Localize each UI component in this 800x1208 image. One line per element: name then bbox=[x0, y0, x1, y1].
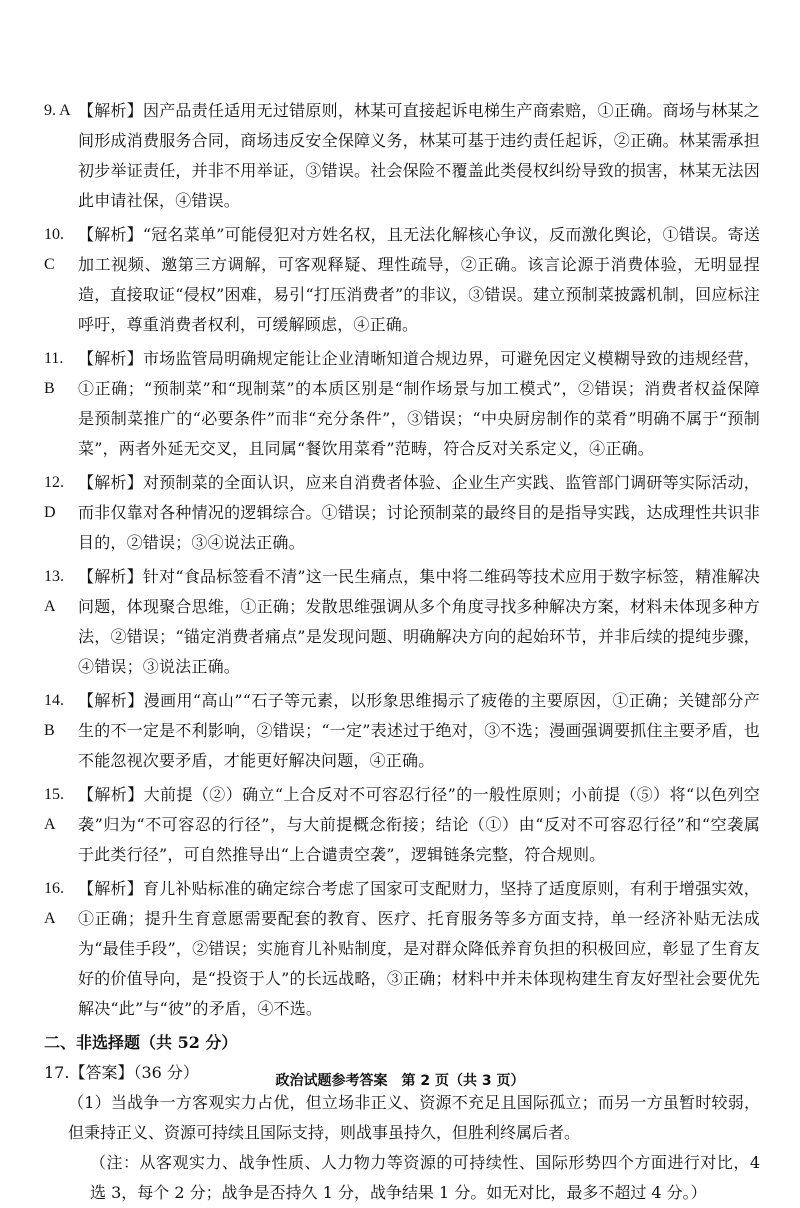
answer-explanation: 【解析】针对“食品标签看不清”这一民生痛点，集中将二维码等技术应用于数字标签，精准解决问题，体现聚合思维，①正确；发散思维强调从多个角度寻找多种解决方案，材料未体现多种方法，②错误；“锚定消费者痛点”是发现问题、明确解决方向的起始环节，并非后续的提纯步骤，④错误；③说法正确。 bbox=[78, 567, 760, 676]
answer-explanation: 【解析】育儿补贴标准的确定综合考虑了国家可支配财力，坚持了适度原则，有利于增强实效，①正确；提升生育意愿需要配套的教育、医疗、托育服务等多方面支持，单一经济补贴无法成为“最佳手段”，②错误；实施育儿补贴制度，是对群众降低养育负担的积极回应，彰显了生育友好的价值导向，是“投资于人”的长远战略，③正确；材料中并未体现构建生育友好型社会要优先解决“此”与“彼”的矛盾，④不选。 bbox=[78, 879, 760, 1018]
answer-number: 15. A bbox=[44, 786, 64, 833]
answer-explanation: 【解析】大前提（②）确立“上合反对不可容忍行径”的一般性原则；小前提（⑤）将“以色列空袭”归为“不可容忍的行径”，与大前提概念衔接；结论（①）由“反对不可容忍行径”和“空袭属于此类行径”，可自然推导出“上合谴责空袭”，逻辑链条完整，符合规则。 bbox=[78, 785, 760, 864]
answer-item-13 bbox=[44, 562, 760, 682]
answer-explanation: 【解析】“冠名菜单”可能侵犯对方姓名权，且无法化解核心争议，反而激化舆论，①错误。寄送加工视频、邀第三方调解，可客观释疑、理性疏导，②正确。该言论源于消费体验，无明显捏造，直接取证“侵权”困难，易引“打压消费者”的非议，③错误。建立预制菜披露机制，回应标注呼吁，尊重消费者权利，可缓解顾虑，④正确。 bbox=[78, 225, 760, 334]
answer-item-10 bbox=[44, 220, 760, 340]
answer-item-14 bbox=[44, 686, 760, 776]
answer-explanation: 【解析】因产品责任适用无过错原则，林某可直接起诉电梯生产商索赔，①正确。商场与林某之间形成消费服务合同，商场违反安全保障义务，林某可基于违约责任起诉，②正确。林某需承担初步举证责任，并非不用举证，③错误。社会保险不覆盖此类侵权纠纷导致的损害，林某无法因此申请社保，④错误。 bbox=[78, 101, 760, 210]
question-17-part-1: （1）当战争一方客观实力占优，但立场非正义、资源不充足且国际孤立；而另一方虽暂时较弱，但秉持正义、资源可持续且国际支持，则战事虽持久，但胜利终属后者。 bbox=[68, 1093, 760, 1142]
answer-number: 13. A bbox=[44, 568, 64, 615]
answer-explanation: 【解析】对预制菜的全面认识，应来自消费者体验、企业生产实践、监管部门调研等实际活动，而非仅靠对各种情况的逻辑综合。①错误；讨论预制菜的最终目的是指导实践，达成理性共识非目的，②错误；③④说法正确。 bbox=[78, 473, 760, 552]
answer-item-9 bbox=[44, 96, 760, 216]
answer-number: 16. A bbox=[44, 880, 64, 927]
answer-number: 11. B bbox=[44, 350, 64, 397]
answer-explanation: 【解析】市场监管局明确规定能让企业清晰知道合规边界，可避免因定义模糊导致的违规经营，①正确；“预制菜”和“现制菜”的本质区别是“制作场景与加工模式”，②错误；消费者权益保障是预制菜推广的“必要条件”而非“充分条件”，③错误；“中央厨房制作的菜肴”明确不属于“预制菜”，两者外延无交叉，且同属“餐饮用菜肴”范畴，符合反对关系定义，④正确。 bbox=[78, 349, 760, 458]
question-17-heading: 17.【答案】（36 分） bbox=[44, 1063, 199, 1082]
answer-number: 12. D bbox=[44, 474, 64, 521]
section-title: 二、非选择题（共 52 分） bbox=[44, 1033, 238, 1052]
answer-explanation: 【解析】漫画用“高山”“石子等元素，以形象思维揭示了疲倦的主要原因，①正确；关键部分产生的不一定是不利影响，②错误；“一定”表述过于绝对，③不选；漫画强调要抓住主要矛盾，也不能忽视次要矛盾，才能更好解决问题，④正确。 bbox=[78, 691, 760, 770]
answer-item-16 bbox=[44, 874, 760, 1024]
answer-number: 14. B bbox=[44, 692, 64, 739]
answer-item-11 bbox=[44, 344, 760, 464]
answer-number: 9. A bbox=[44, 102, 71, 119]
answer-item-15 bbox=[44, 780, 760, 870]
page-footer: 政治试题参考答案 第 2 页（共 3 页） bbox=[275, 1073, 525, 1089]
question-17-scoring-note: （注：从客观实力、战争性质、人力物力等资源的可持续性、国际形势四个方面进行对比，4 选 3，每个 2 分；战争是否持久 1 分，战争结果 1 分。如无对比，最多不超过 4 分。） bbox=[90, 1153, 760, 1202]
answer-number: 10. C bbox=[44, 226, 64, 273]
answer-item-12 bbox=[44, 468, 760, 558]
